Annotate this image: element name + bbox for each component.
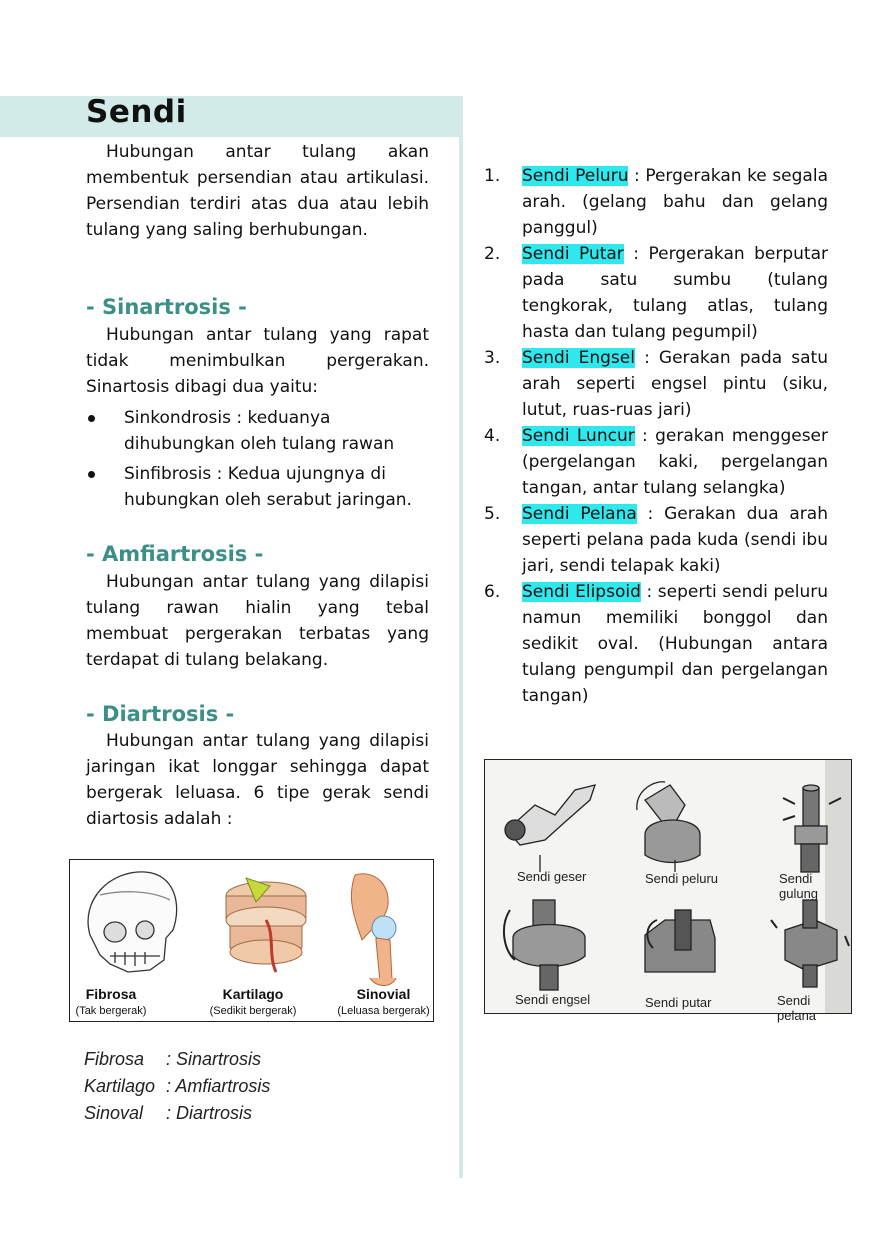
intro-paragraph: Hubungan antar tulang akan membentuk persendian atau artikulasi. Persendian terdiri atas dua atau lebih tulang yang saling berhubungan. xyxy=(86,142,429,240)
sinartrosis-paragraph: Hubungan antar tulang yang rapat tidak menimbulkan pergerakan. Sinartosis dibagi dua yaitu: xyxy=(86,325,429,397)
photo-label-sendi-geser: Sendi geser xyxy=(517,869,587,884)
joint-type-desc: : gerakan menggeser (pergelangan kaki, pergelangan tangan, antar tulang selangka) xyxy=(522,426,828,498)
joint-type-name: Sendi Elipsoid xyxy=(522,582,641,602)
ball-joint-icon xyxy=(637,782,700,872)
sinartrosis-heading: - Sinartrosis - xyxy=(86,295,247,319)
legend-row xyxy=(84,1073,270,1100)
photo-label-sendi-engsel: Sendi engsel xyxy=(515,992,591,1007)
skull-icon xyxy=(88,872,177,972)
joint-classification-figure xyxy=(69,859,434,1022)
fibrosa-sublabel: (Tak bergerak) xyxy=(75,1005,147,1017)
legend-row xyxy=(84,1100,270,1127)
sinartrosis-list xyxy=(86,405,429,517)
legend-value: : Diartrosis xyxy=(166,1103,253,1123)
bullet-icon xyxy=(88,415,95,422)
joint-type-desc: : seperti sendi peluru namun memiliki bonggol dan sedikit oval. (Hubungan antara tulang pengumpil dan pergelangan tangan) xyxy=(522,582,828,706)
joint-type-name: Sendi Pelana xyxy=(522,504,637,524)
gliding-joint-icon xyxy=(505,785,595,872)
diartrosis-paragraph: Hubungan antar tulang yang dilapisi jaringan ikat longgar sehingga dapat bergerak leluasa. 6 tipe gerak sendi diartosis adalah : xyxy=(86,731,429,829)
list-number: 1. xyxy=(484,166,501,186)
vertebra-icon xyxy=(226,878,306,972)
hinge-joint-icon xyxy=(504,900,585,990)
joint-type-desc: : Gerakan dua arah seperti pelana pada kuda (sendi ibu jari, sendi telapak kaki) xyxy=(522,504,828,576)
photo-label-sendi-putar: Sendi putar xyxy=(645,995,712,1010)
list-number: 2. xyxy=(484,244,501,264)
list-item xyxy=(484,423,828,501)
photo-label-sendi-gulung: Sendi gulung xyxy=(779,871,819,901)
list-item xyxy=(484,241,828,345)
list-item xyxy=(484,501,828,579)
bullet-icon xyxy=(88,471,95,478)
sinovial-sublabel: (Leluasa bergerak) xyxy=(337,1005,430,1017)
legend-value: : Amfiartrosis xyxy=(166,1076,271,1096)
joint-type-desc: : Pergerakan berputar pada satu sumbu (tulang tengkorak, tulang atlas, tulang hasta dan tulang pegumpil) xyxy=(522,244,828,342)
list-item xyxy=(484,579,828,709)
sinovial-label: Sinovial xyxy=(356,986,411,1002)
amfiartrosis-heading: - Amfiartrosis - xyxy=(86,542,264,566)
list-item-text: Sinkondrosis : keduanya dihubungkan oleh tulang rawan xyxy=(124,408,395,454)
list-item xyxy=(86,461,429,513)
joint-legend xyxy=(84,1046,270,1127)
list-item xyxy=(86,405,429,457)
photo-label-sendi-pelana: Sendi pelana xyxy=(777,993,817,1023)
joint-type-name: Sendi Luncur xyxy=(522,426,635,446)
list-item xyxy=(484,163,828,241)
joint-type-desc: : Gerakan pada satu arah seperti engsel pintu (siku, lutut, ruas-ruas jari) xyxy=(522,348,828,420)
joint-type-name: Sendi Peluru xyxy=(522,166,629,186)
list-number: 6. xyxy=(484,582,501,602)
list-item-text: Sinfibrosis : Kedua ujungnya di hubungkan oleh serabut jaringan. xyxy=(124,464,412,510)
list-number: 5. xyxy=(484,504,501,524)
fibrosa-label: Fibrosa xyxy=(85,986,137,1002)
legend-key: Kartilago xyxy=(84,1076,156,1096)
rotating-joint-icon xyxy=(645,910,715,972)
joint-types-photo xyxy=(484,759,852,1023)
title-band xyxy=(0,96,462,137)
amfiartrosis-paragraph: Hubungan antar tulang yang dilapisi tulang rawan hialin yang tebal membuat pergerakan terbatas yang terdapat di tulang belakang. xyxy=(86,572,429,670)
kartilago-label: Kartilago xyxy=(222,986,284,1002)
legend-key: Fibrosa xyxy=(84,1049,145,1069)
list-item xyxy=(484,345,828,423)
legend-value: : Sinartrosis xyxy=(166,1049,262,1069)
photo-label-sendi-peluru: Sendi peluru xyxy=(645,871,718,886)
diartrosis-heading: - Diartrosis - xyxy=(86,702,235,726)
list-number: 4. xyxy=(484,426,501,446)
legend-row xyxy=(84,1046,270,1073)
joint-types-list xyxy=(484,163,828,709)
joint-type-name: Sendi Engsel xyxy=(522,348,635,368)
column-divider xyxy=(459,96,463,1178)
hip-joint-icon xyxy=(351,874,396,986)
page-title: Sendi xyxy=(86,94,187,130)
joint-type-name: Sendi Putar xyxy=(522,244,624,264)
kartilago-sublabel: (Sedikit bergerak) xyxy=(209,1005,297,1017)
list-number: 3. xyxy=(484,348,501,368)
legend-key: Sinoval xyxy=(84,1103,144,1123)
joint-type-desc: : Pergerakan ke segala arah. (gelang bahu dan gelang panggul) xyxy=(522,166,828,238)
